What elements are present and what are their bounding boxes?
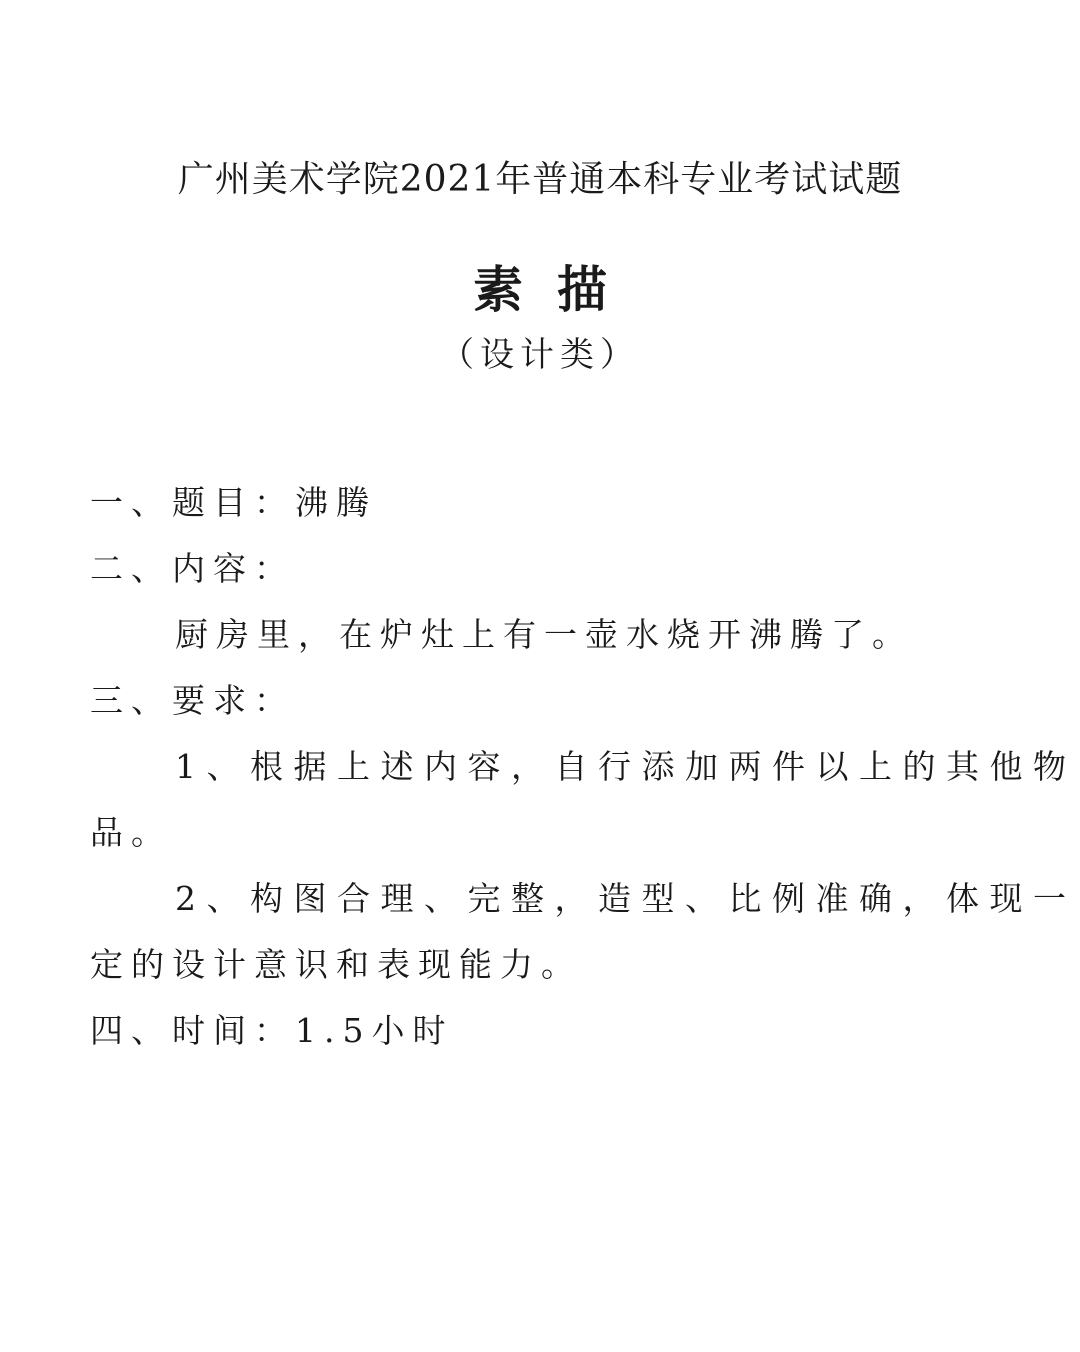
content-text: 厨房里，在炉灶上有一壶水烧开沸腾了。 <box>175 615 913 654</box>
requirement-1-line-2: 品。 <box>90 813 172 852</box>
requirements-heading: 三、要求： <box>90 681 295 720</box>
requirement-2-line-1: 2、构图合理、完整，造型、比例准确，体现一 <box>175 879 1077 918</box>
topic-line: 一、题目：沸腾 <box>90 483 377 522</box>
requirement-1-line-1: 1、根据上述内容，自行添加两件以上的其他物 <box>175 747 1077 786</box>
exam-title: 广州美术学院2021年普通本科专业考试试题 <box>177 159 903 200</box>
subject-category: （设计类） <box>440 335 640 375</box>
time-line: 四、时间：1.5小时 <box>90 1011 454 1050</box>
content-heading: 二、内容： <box>90 549 295 588</box>
requirement-2-line-2: 定的设计意识和表现能力。 <box>90 945 582 984</box>
subject-title: 素描 <box>473 260 641 319</box>
